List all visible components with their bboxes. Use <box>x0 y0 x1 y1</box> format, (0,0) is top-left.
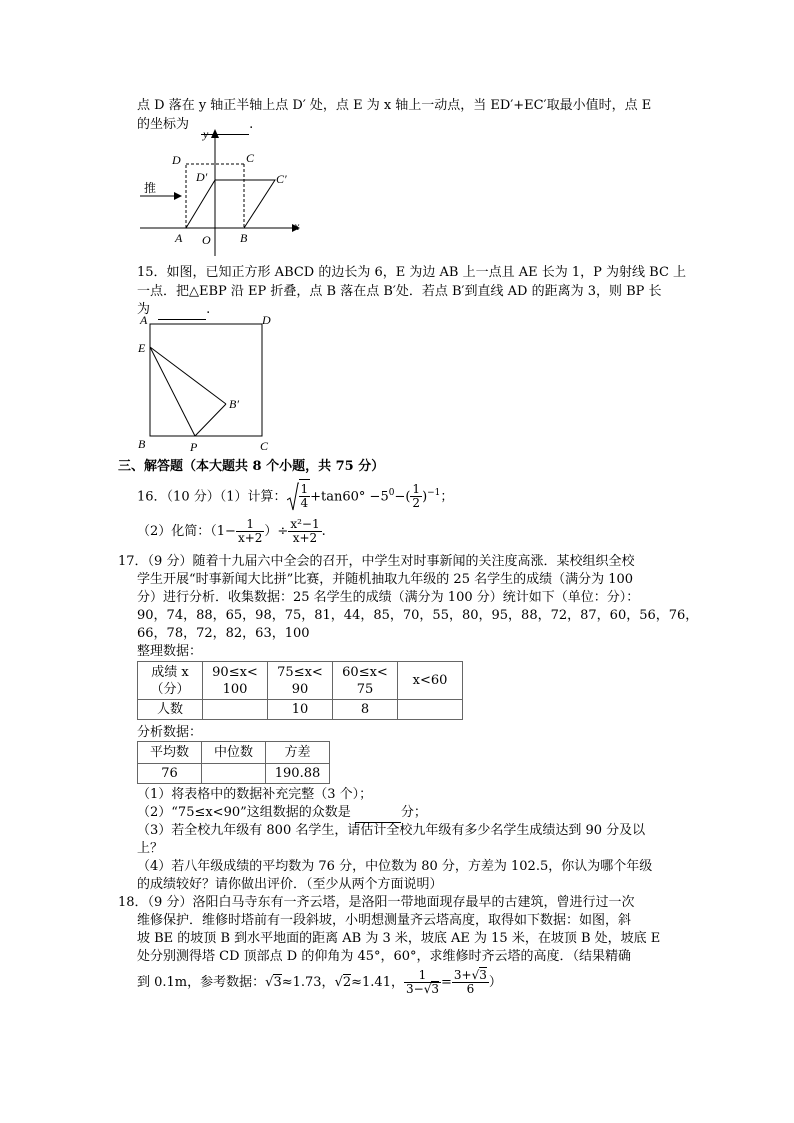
q17-analyze-label: 分析数据： <box>137 725 203 740</box>
q14-line2-text: 的坐标为 <box>137 117 190 132</box>
q18-l5b: ≈1.73， <box>281 975 335 990</box>
label-x: x <box>294 219 300 233</box>
q18-gd: 6 <box>466 982 475 996</box>
q16-p1-end: ； <box>440 489 454 505</box>
q16-p2-end: . <box>321 524 326 539</box>
q18-l5end: ） <box>488 975 502 990</box>
q17-sub2-end: 分； <box>400 805 427 820</box>
label-P: P <box>190 440 198 454</box>
label-B: B <box>138 437 146 451</box>
t1-h1: 90≤x< 100 <box>203 662 268 700</box>
q18-r3: 3 <box>273 975 282 990</box>
q16-p1-sup: −1 <box>427 488 441 498</box>
label-A: A <box>175 231 183 245</box>
t2-h2: 方差 <box>266 742 330 764</box>
q16-p2-n2: x²−1 <box>290 517 320 531</box>
q16-half-den: 2 <box>412 496 421 511</box>
q15-line3-text: 为 <box>137 302 151 317</box>
q17-sub3b: 上？ <box>137 841 164 856</box>
q18-line3: 坡 BE 的坡顶 B 到水平地面的距离 AB 为 3 米，坡底 AE 为 15 米，在坡顶 B 处，坡底 E <box>137 931 661 946</box>
q17-line2: 学生开展“时事新闻大比拼”比赛，并随机抽取九年级的 25 名学生的成绩（满分为 100 <box>137 572 634 587</box>
q17-sub1: （1）将表格中的数据补充完整（3 个）； <box>137 787 373 802</box>
t2-v0: 76 <box>138 764 202 784</box>
q18-line5 <box>137 966 502 1000</box>
sqrt-sign-icon <box>287 482 299 512</box>
section-3-heading: 三、解答题（本大题共 8 个小题，共 75 分） <box>118 459 385 474</box>
q16-p2-mid: ）÷ <box>264 524 289 539</box>
q16-frac-den: 4 <box>300 496 309 511</box>
label-A: A <box>140 313 148 327</box>
q18-l5c: ≈1.41， <box>351 975 404 990</box>
t1-h2: 75≤x< 90 <box>268 662 333 700</box>
label-C: C <box>246 151 255 165</box>
q16-p2-n1: 1 <box>236 518 264 532</box>
q16-part2 <box>137 515 326 549</box>
q16-p2-d1: x+2 <box>237 531 263 545</box>
label-C: C <box>260 439 269 453</box>
q18-fn: 1 <box>404 969 441 983</box>
label-O: O <box>202 233 211 247</box>
label-B: B <box>240 231 248 245</box>
q14-line2: 的坐标为 . <box>137 116 253 135</box>
t1-h3: 60≤x< 75 <box>333 662 398 700</box>
q18-l5a: 到 0.1m，参考数据： <box>137 975 266 990</box>
q18-gn: 3+√3 <box>453 968 487 982</box>
q17-sub3a: （3）若全校九年级有 800 名学生，请估计全校九年级有多少名学生成绩达到 90 分及以 <box>137 823 646 838</box>
label-C-prime: C′ <box>276 172 287 186</box>
q16-p1-close: ) <box>422 489 428 505</box>
q17-table-analyze <box>137 741 330 784</box>
t2-h0: 平均数 <box>138 742 202 764</box>
q16-half-num: 1 <box>412 482 421 497</box>
t1-h4: x<60 <box>398 662 463 700</box>
t1-r1-blank[interactable] <box>203 700 268 720</box>
t2-h1: 中位数 <box>202 742 266 764</box>
segment-EP <box>150 347 195 436</box>
label-y: y <box>203 127 209 141</box>
t1-r4-blank[interactable] <box>398 700 463 720</box>
q18-eq: = <box>440 975 452 990</box>
q18-line2: 维修保护．维修时塔前有一段斜坡，小明想测量齐云塔高度，取得如下数据：如图，斜 <box>137 913 632 928</box>
q18-line4: 处分别测得塔 CD 顶部点 D 的仰角为 45°，60°，求维修时齐云塔的高度．（结果精确 <box>137 949 632 964</box>
q16-part1 <box>137 476 453 510</box>
y-axis-arrow-icon <box>211 129 219 138</box>
q17-table-organize <box>137 661 463 720</box>
segment-EBprime <box>150 347 226 404</box>
t2-v2: 190.88 <box>266 764 330 784</box>
q17-mode-blank[interactable] <box>355 804 401 823</box>
q17-sub4b: 的成绩较好？请你做出评价．（至少从两个方面说明） <box>137 877 443 892</box>
t1-r0: 人数 <box>138 700 203 720</box>
label-B-prime: B′ <box>229 397 239 411</box>
t2-v1-blank[interactable] <box>202 764 266 784</box>
q15-line2: 一点．把△EBP 沿 EP 折叠，点 B 落在点 B′处．若点 B′到直线 AD 的距离为 3，则 BP 长 <box>137 284 662 299</box>
t1-r2: 10 <box>268 700 333 720</box>
q17-line1: 17．（9 分）随着十九届六中全会的召开，中学生对时事新闻的关注度高涨．某校组织全校 <box>118 554 635 569</box>
push-arrow-icon <box>174 192 182 200</box>
label-push: 推 <box>144 181 157 195</box>
label-D: D <box>172 153 181 167</box>
q18-fd: 3−√3 <box>405 982 439 996</box>
segment-BprimeP <box>195 404 226 436</box>
q16-part2-prefix: （2）化简：（1− <box>137 524 236 539</box>
q17-line3: 分）进行分析．收集数据：25 名学生的成绩（满分为 100 分）统计如下（单位：分）： <box>137 590 640 605</box>
label-D-prime: D′ <box>196 170 208 184</box>
q17-sub4a: （4）若八年级成绩的平均数为 76 分，中位数为 80 分，方差为 102.5，你认为哪个年级 <box>137 859 653 874</box>
parallelogram <box>186 180 275 228</box>
label-E: E <box>138 341 146 355</box>
q17-organize-label: 整理数据： <box>137 644 203 659</box>
q14-figure <box>130 124 310 260</box>
q16-p1-minus: −( <box>394 489 411 505</box>
q17-line4: 90，74，88，65，98，75，81，44，85，70，55，80，95，88，72，87，60，56，76， <box>137 608 699 623</box>
q18-r2: 2 <box>342 975 352 990</box>
q16-p2-d2: x+2 <box>292 531 318 545</box>
t1-h0: 成绩 x （分） <box>138 662 203 700</box>
q17-line5: 66，78，72，82，63，100 <box>137 626 310 641</box>
q14-line1: 点 D 落在 y 轴正半轴上点 D′ 处，点 E 为 x 轴上一动点，当 ED′+EC′取最小值时，点 E <box>137 98 652 113</box>
q16-part1-prefix: 16．（10 分）（1）计算： <box>137 489 287 505</box>
q15-figure <box>134 312 284 458</box>
sqrt-icon: √ <box>265 975 274 990</box>
q16-p1-sup0: 0 <box>388 488 395 498</box>
t1-r3: 8 <box>333 700 398 720</box>
q16-frac-num: 1 <box>300 482 309 497</box>
q17-sub2 <box>137 804 427 823</box>
q16-p1-mid: +tan60° −5 <box>310 489 389 505</box>
q18-line1: 18．（9 分）洛阳白马寺东有一齐云塔，是洛阳一带地面现存最早的古建筑，曾进行过一次 <box>118 895 635 910</box>
q17-sub2-text: （2）“75≤x<90”这组数据的众数是 <box>137 805 351 820</box>
label-D: D <box>262 313 271 327</box>
sqrt-icon: √ <box>334 975 343 990</box>
q15-line3: 为 . <box>137 301 210 320</box>
q15-line1: 15．如图，已知正方形 ABCD 的边长为 6，E 为边 AB 上一点且 AE 长为 1，P 为射线 BC 上 <box>137 265 687 280</box>
